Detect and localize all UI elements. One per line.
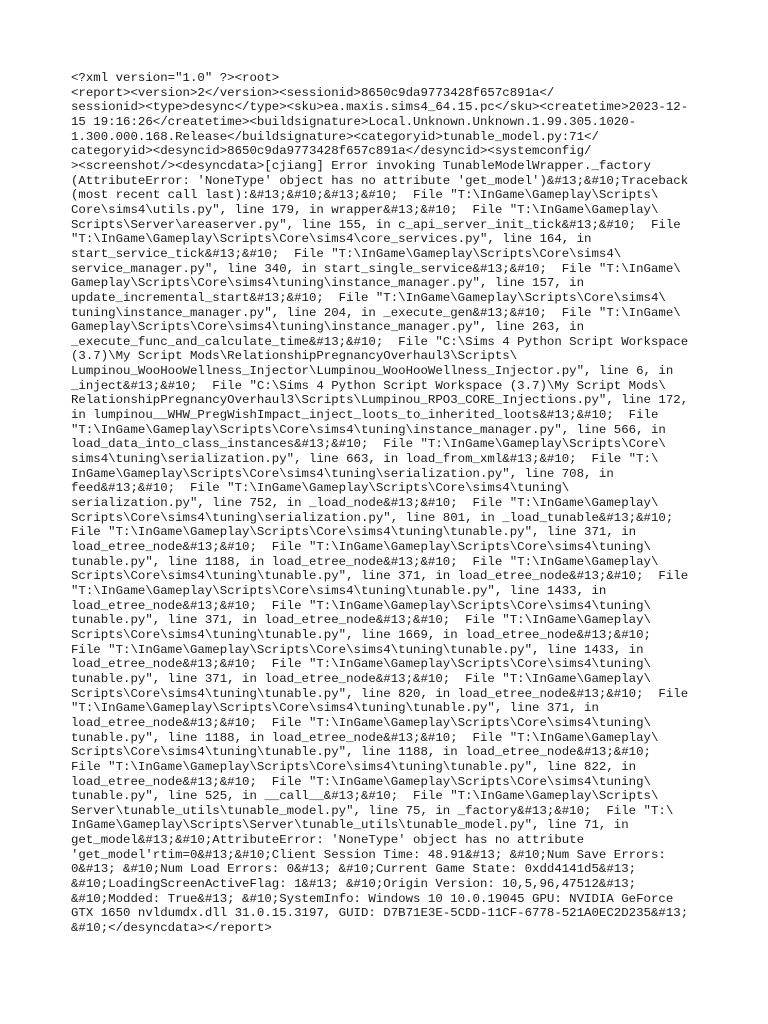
report-line: get_model&#13;&#10;AttributeError: 'NoneType' object has no attribute: [71, 833, 585, 848]
report-line: &#10;Modded: True&#13; &#10;SystemInfo: Windows 10 10.0.19045 GPU: NVIDIA GeForce: [71, 891, 674, 906]
report-line: Scripts\Core\sims4\tuning\tunable.py", line 371, in load_etree_node&#13;&#10; File: [71, 569, 689, 584]
report-line: load_etree_node&#13;&#10; File "T:\InGame\Gameplay\Scripts\Core\sims4\tuning\: [71, 715, 651, 730]
error-report-text: [71, 71, 699, 936]
report-line: tunable.py", line 1188, in load_etree_node&#13;&#10; File "T:\InGame\Gameplay\: [71, 730, 659, 745]
report-line: load_etree_node&#13;&#10; File "T:\InGame\Gameplay\Scripts\Core\sims4\tuning\: [71, 598, 651, 613]
report-line: 15 19:16:26</createtime><buildsignature>Local.Unknown.Unknown.1.99.305.1020-: [71, 114, 637, 129]
report-line: _execute_func_and_calculate_time&#13;&#10; File "C:\Sims 4 Python Script Workspace: [71, 334, 689, 349]
report-line: 0&#13; &#10;Num Load Errors: 0&#13; &#10;Current Game State: 0xdd4141d5&#13;: [71, 862, 637, 877]
report-line: <report><version>2</version><sessionid>8650c9da9773428f657c891a</: [71, 85, 555, 100]
report-line: tuning\instance_manager.py", line 204, in _execute_gen&#13;&#10; File "T:\InGame\: [71, 305, 681, 320]
report-line: Scripts\Core\sims4\tuning\tunable.py", line 1669, in load_etree_node&#13;&#10;: [71, 627, 651, 642]
report-line: load_etree_node&#13;&#10; File "T:\InGame\Gameplay\Scripts\Core\sims4\tuning\: [71, 774, 651, 789]
report-line: tunable.py", line 371, in load_etree_node&#13;&#10; File "T:\InGame\Gameplay\: [71, 671, 651, 686]
report-line: "T:\InGame\Gameplay\Scripts\Core\sims4\tuning\tunable.py", line 371, in: [71, 701, 599, 716]
report-line: Scripts\Core\sims4\tuning\tunable.py", line 1188, in load_etree_node&#13;&#10;: [71, 745, 651, 760]
report-line: start_service_tick&#13;&#10; File "T:\InGame\Gameplay\Scripts\Core\sims4\: [71, 246, 622, 261]
report-line: serialization.py", line 752, in _load_node&#13;&#10; File "T:\InGame\Gameplay\: [71, 496, 659, 511]
report-line: Server\tunable_utils\tunable_model.py", line 75, in _factory&#13;&#10; File "T:\: [71, 803, 674, 818]
report-line: (AttributeError: 'NoneType' object has no attribute 'get_model')&#13;&#10;Traceback: [71, 173, 689, 188]
report-line: 1.300.000.168.Release</buildsignature><categoryid>tunable_model.py:71</: [71, 129, 599, 144]
report-line: InGame\Gameplay\Scripts\Core\sims4\tuning\serialization.py", line 708, in: [71, 466, 614, 481]
report-line: update_incremental_start&#13;&#10; File "T:\InGame\Gameplay\Scripts\Core\sims4\: [71, 290, 666, 305]
report-line: &#10;</desyncdata></report>: [71, 921, 272, 936]
report-line: File "T:\InGame\Gameplay\Scripts\Core\sims4\tuning\tunable.py", line 1433, in: [71, 642, 644, 657]
report-line: InGame\Gameplay\Scripts\Server\tunable_utils\tunable_model.py", line 71, in: [71, 818, 629, 833]
report-line: (most recent call last):&#13;&#10;&#13;&#10; File "T:\InGame\Gameplay\Scripts\: [71, 188, 659, 203]
report-line: load_etree_node&#13;&#10; File "T:\InGame\Gameplay\Scripts\Core\sims4\tuning\: [71, 657, 651, 672]
report-line: sims4\tuning\serialization.py", line 663, in load_from_xml&#13;&#10; File "T:\: [71, 452, 659, 467]
report-line: Scripts\Core\sims4\tuning\serialization.py", line 801, in _load_tunable&#13;&#10;: [71, 510, 674, 525]
report-line: tunable.py", line 525, in __call__&#13;&#10; File "T:\InGame\Gameplay\Scripts\: [71, 789, 659, 804]
report-line: Scripts\Server\areaserver.py", line 155, in c_api_server_init_tick&#13;&#10; File: [71, 217, 681, 232]
report-line: "T:\InGame\Gameplay\Scripts\Core\sims4\core_services.py", line 164, in: [71, 232, 592, 247]
report-line: service_manager.py", line 340, in start_single_service&#13;&#10; File "T:\InGame\: [71, 261, 681, 276]
report-line: tunable.py", line 371, in load_etree_node&#13;&#10; File "T:\InGame\Gameplay\: [71, 613, 651, 628]
report-line: _inject&#13;&#10; File "C:\Sims 4 Python Script Workspace (3.7)\My Script Mods\: [71, 378, 666, 393]
report-line: GTX 1650 nvldumdx.dll 31.0.15.3197, GUID: D7B71E3E-5CDD-11CF-6778-521A0EC2D235&#13;: [71, 906, 689, 921]
report-line: Gameplay\Scripts\Core\sims4\tuning\instance_manager.py", line 263, in: [71, 320, 585, 335]
report-line: feed&#13;&#10; File "T:\InGame\Gameplay\Scripts\Core\sims4\tuning\: [71, 481, 570, 496]
report-line: "T:\InGame\Gameplay\Scripts\Core\sims4\tuning\instance_manager.py", line 566, in: [71, 422, 666, 437]
report-line: load_data_into_class_instances&#13;&#10; File "T:\InGame\Gameplay\Scripts\Core\: [71, 437, 666, 452]
report-line: categoryid><desyncid>8650c9da9773428f657c891a</desyncid><systemconfig/: [71, 144, 592, 159]
report-line: &#10;LoadingScreenActiveFlag: 1&#13; &#10;Origin Version: 10,5,96,47512&#13;: [71, 877, 637, 892]
report-line: RelationshipPregnancyOverhaul3\Scripts\Lumpinou_RPO3_CORE_Injections.py", line 172,: [71, 393, 689, 408]
report-line: in lumpinou__WHW_PregWishImpact_inject_loots_to_inherited_loots&#13;&#10; File: [71, 408, 659, 423]
report-line: File "T:\InGame\Gameplay\Scripts\Core\sims4\tuning\tunable.py", line 371, in: [71, 525, 637, 540]
report-line: (3.7)\My Script Mods\RelationshipPregnancyOverhaul3\Scripts\: [71, 349, 518, 364]
report-line: sessionid><type>desync</type><sku>ea.maxis.sims4_64.15.pc</sku><createtime>2023-12-: [71, 100, 689, 115]
report-line: load_etree_node&#13;&#10; File "T:\InGame\Gameplay\Scripts\Core\sims4\tuning\: [71, 540, 651, 554]
report-line: ><screenshot/><desyncdata>[cjiang] Error invoking TunableModelWrapper._factory: [71, 158, 651, 173]
report-line: Scripts\Core\sims4\tuning\tunable.py", line 820, in load_etree_node&#13;&#10; File: [71, 686, 689, 701]
report-line: File "T:\InGame\Gameplay\Scripts\Core\sims4\tuning\tunable.py", line 822, in: [71, 759, 637, 774]
report-line: tunable.py", line 1188, in load_etree_node&#13;&#10; File "T:\InGame\Gameplay\: [71, 554, 659, 569]
report-line: Gameplay\Scripts\Core\sims4\tuning\instance_manager.py", line 157, in: [71, 276, 585, 291]
report-line: Core\sims4\utils.py", line 179, in wrapper&#13;&#10; File "T:\InGame\Gameplay\: [71, 202, 659, 217]
report-line: <?xml version="1.0" ?><root>: [71, 71, 280, 85]
report-line: Lumpinou_WooHooWellness_Injector\Lumpinou_WooHooWellness_Injector.py", line 6, in: [71, 364, 674, 379]
report-line: "T:\InGame\Gameplay\Scripts\Core\sims4\tuning\tunable.py", line 1433, in: [71, 583, 607, 598]
report-line: 'get_model'rtim=0&#13;&#10;Client Session Time: 48.91&#13; &#10;Num Save Errors:: [71, 847, 666, 862]
